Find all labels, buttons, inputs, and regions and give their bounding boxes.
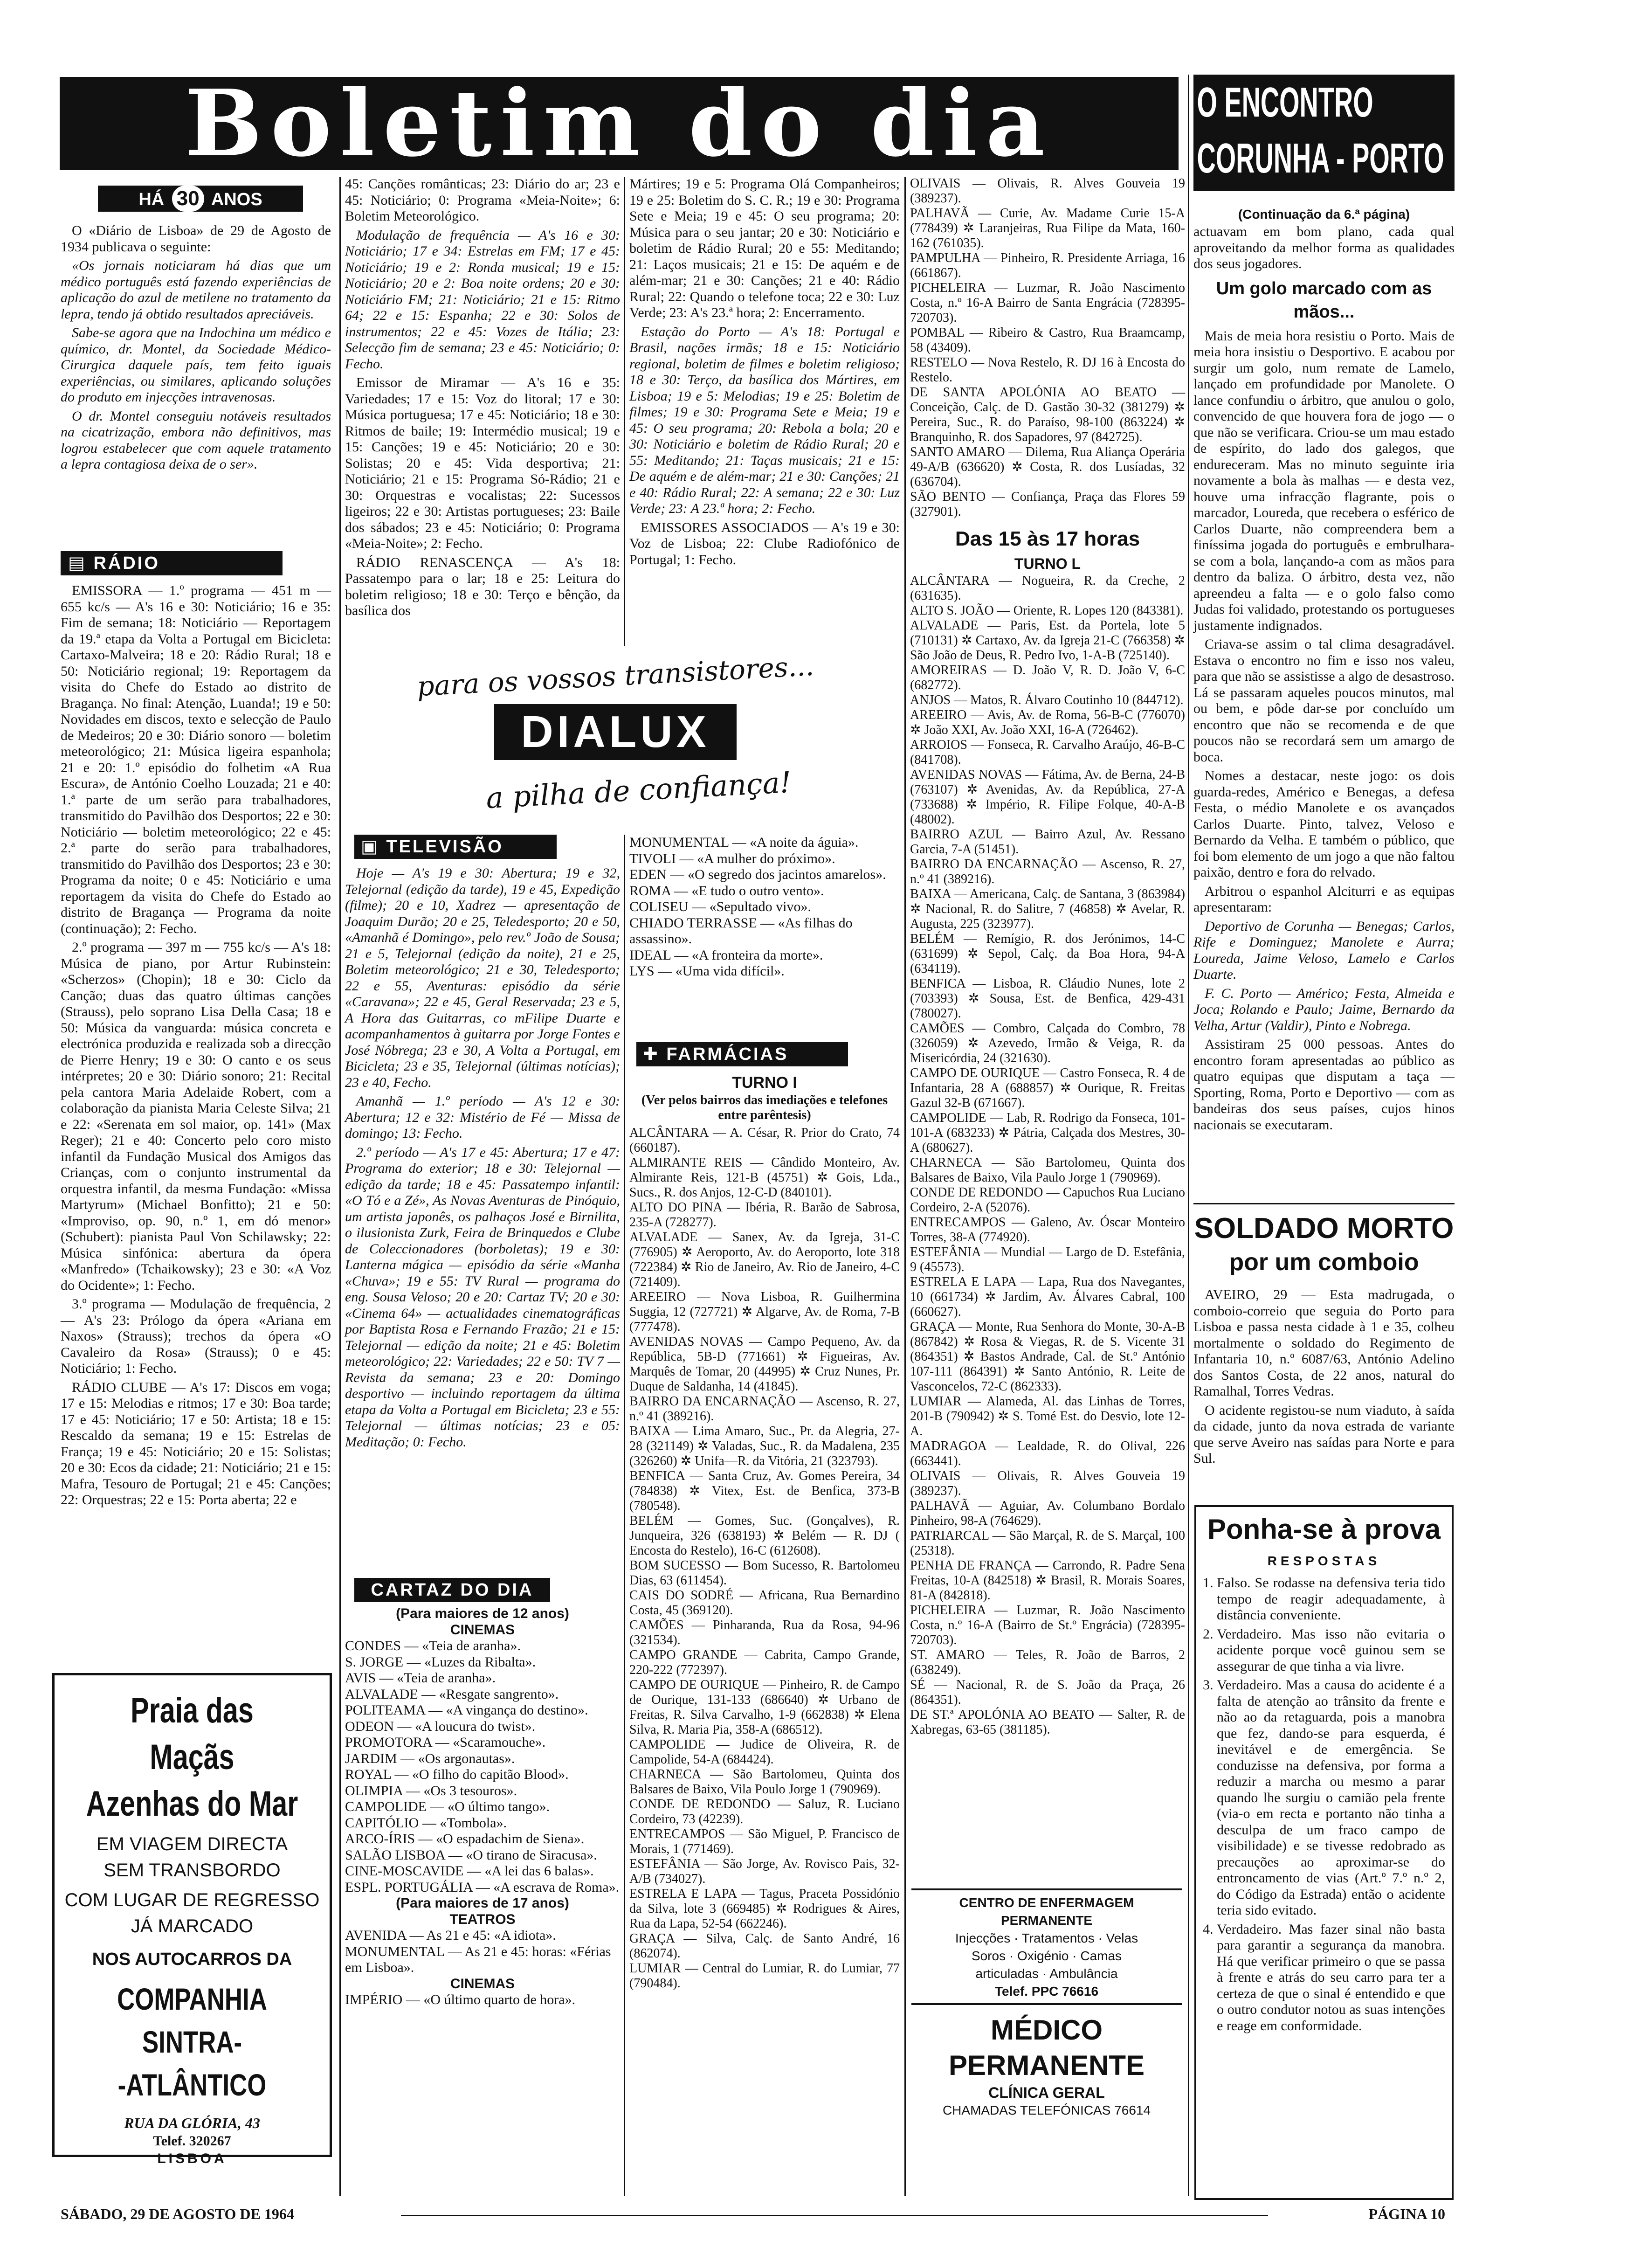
pharmacy-entry: BELÉM — Gomes, Suc. (Gonçalves), R. Junqueira, 326 (638193) ✲ Belém — R. DJ ( Encosta do Restelo), 16-C (612608). (629, 1514, 900, 1558)
cartaz-line: ODEON — «A loucura do twist». (345, 1718, 536, 1734)
cartaz-line: JARDIM — «Os argonautas». (345, 1750, 515, 1766)
cartaz-line: IMPÉRIO — «O último quarto de hora». (345, 1992, 576, 2007)
quiz-box (1194, 1505, 1454, 2200)
cinema-line: LYS — «Uma vida difícil». (629, 963, 785, 979)
column-rule-1 (339, 177, 341, 2196)
radio-emissora-2: 2.º programa — 397 m — 755 kc/s — A's 18: Música de piano, por Artur Rubinstein: «Scherzos» (Chopin); 18 e 30: Ciclo da Canção; duas das quatro últimas canções (Strauss), pelo soprano Lisa Della Casa; 18 e 50: Música da vanguarda: música concreta e electrónica produzida e realizada sob a direcção de Pierre Henry; 19 e 30: O canto e os seus intérpretes; 20 e 30: Diário sonoro; 21: Recital pela cantora Maria Adelaide Robert, com a colaboração da pianista Maria Celeste Silva; 21 e 22: «Serenata em sol maior, op. 141» (Max Reger); 21 e 40: Concerto pelo coro misto infantil da Fundação Musical dos Amigos das Crianças, com o conjunto instrumental da orquestra infantil, da mesma Fundação: «Missa Martyrum» (Michael Bonfitto); 21 e 50: «Improviso, op. 90, n.º 1, em dó menor» (Schubert): pianista Paul Von Schilawsky; 22: Música sinfónica: abertura da ópera «Manfredo» (Tchaikowsky); 23 e 30: «A Voz do Ocidente»; 1: Fecho. (61, 940, 331, 1293)
thirty-badge: 30 (172, 186, 204, 212)
praia-line-6: JÁ MARCADO (131, 1916, 254, 1936)
medico-phone: CHAMADAS TELEFÓNICAS 76614 (942, 2103, 1151, 2117)
enfermagem-line-4: Soros · Oxigénio · Camas (971, 1949, 1122, 1963)
futebol-article (1193, 205, 1455, 1194)
pharmacy-entry: GRAÇA — Monte, Rua Senhora do Monte, 30-A-B (867842) ✲ Rosa & Viegas, R. de S. Vicente 31 (864351) ✲ Bastos Andrade, Cal. de St.º António 107-111 (864391) ✲ Santo António, R. Leite de Vasconcelos, 72-C (862333). (910, 1320, 1185, 1394)
pharmacy-entry: AVENIDAS NOVAS — Fátima, Av. de Berna, 24-B (763107) ✲ Avenidas, Av. da República, 27-A (733688) ✲ Império, R. Filipe Folque, 40-A-B (48002). (910, 768, 1185, 827)
tv-heading-text: TELEVISÃO (386, 837, 503, 857)
cinema-line: MONUMENTAL — «A noite da águia». (629, 835, 859, 850)
cinemas-column-3 (629, 835, 900, 1030)
pharmacy-entry: CAMÕES — Combro, Calçada do Combro, 78 (326059) ✲ Azevedo, Irmão & Veiga, R. da Misericórdia, 24 (321630). (910, 1021, 1185, 1065)
pharmacy-hours: Das 15 às 17 horas (955, 527, 1140, 550)
pharmacy-entry: CHARNECA — São Bartolomeu, Quinta dos Balsares de Baixo, Vila Paulo Jorge 1 (790969). (910, 1155, 1185, 1185)
cartaz-line: ROYAL — «O filho do capitão Blood». (345, 1767, 569, 1782)
footer-date: SÁBADO, 29 DE AGOSTO DE 1964 (61, 2206, 294, 2222)
pharmacy-entry: ALCÂNTARA — A. César, R. Prior do Crato, 74 (660187). (629, 1126, 900, 1155)
ha30-quote-2: Sabe-se agora que na Indochina um médico e químico, dr. Montel, da Sociedade Médico-Cirurgica daquele país, tem feito iguais experiências, ou similares, aplicando soluções do produto em injecções intravenosas. (61, 325, 331, 405)
soldado-rule-top (1193, 1203, 1455, 1204)
pharmacy-entry: PICHELEIRA — Luzmar, R. João Nascimento Costa, n.º 16-A (Bairro de St.º Engrácia) (728395-720703). (910, 1603, 1185, 1647)
pharmacy-entry: PAMPULHA — Pinheiro, R. Presidente Arriaga, 16 (661867). (910, 251, 1185, 280)
pharmacy-entry: OLIVAIS — Olivais, R. Alves Gouveia 19 (389237). (910, 1469, 1185, 1498)
cartaz-heading-text: CARTAZ DO DIA (371, 1580, 534, 1600)
quiz-title: Ponha-se à prova (1207, 1514, 1441, 1545)
column-rule-2 (624, 177, 625, 646)
futebol-p5: Arbitrou o espanhol Alciturri e as equipas apresentaram: (1193, 883, 1455, 915)
pharmacy-entry: ALMIRANTE REIS — Cândido Monteiro, Av. Almirante Reis, 121-B (45751) ✲ Gois, Lda., Sucs., R. dos Anjos, 12-C-D (840101). (629, 1155, 900, 1200)
cartaz-line: ALVALADE — «Resgate sangrento». (345, 1686, 559, 1702)
cinema-line: IDEAL — «A fronteira da morte». (629, 947, 823, 963)
pharmacy-entry: POMBAL — Ribeiro & Castro, Rua Braamcamp, 58 (43409). (910, 325, 1185, 355)
dialux-script-top: para os vossos transistores... (416, 650, 815, 703)
pharmacy-entry: BAIXA — Lima Amaro, Suc., Pr. da Alegria, 27-28 (321149) ✲ Valadas, Suc., R. da Madalena, 235 (326260) ✲ Unifa—R. da Vitória, 21 (323793). (629, 1424, 900, 1468)
radio-icon: ▤ (68, 553, 94, 573)
ha-label: HÁ (138, 190, 165, 209)
tv-amanha: Amanhã — 1.º período — A's 12 e 30: Abertura; 12 e 32: Mistério de Fé — Missa de domingo; 13: Fecho. (345, 1093, 620, 1141)
futebol-p7: F. C. Porto — Américo; Festa, Almeida e Joca; Rolando e Paulo; Jaime, Bernardo da Velha, Artur (Valdir), Pinto e Nobrega. (1193, 985, 1455, 1033)
pharmacy-entry: GRAÇA — Silva, Calç. de Santo André, 16 (862074). (629, 1931, 900, 1961)
pharmacy-entry: CAMPO GRANDE — Cabrita, Campo Grande, 220-222 (772397). (629, 1648, 900, 1677)
ha-30-anos-article (61, 223, 331, 540)
pharmacy-entry: RESTELO — Nova Restelo, R. DJ 16 à Encosta do Restelo. (910, 355, 1185, 385)
cartaz-line: ARCO-ÍRIS — «O espadachim de Siena». (345, 1831, 585, 1846)
praia-line-4: SEM TRANSBORDO (103, 1860, 281, 1881)
ha-30-anos-tag (98, 186, 303, 212)
praia-line-1: Praia das Maçãs (131, 1691, 254, 1777)
pharmacy-entry: AMOREIRAS — D. João V, R. D. João V, 6-C (682772). (910, 663, 1185, 692)
cartaz-line: CINE-MOSCAVIDE — «A lei das 6 balas». (345, 1863, 594, 1879)
masthead (60, 70, 1179, 177)
soldado-p1: AVEIRO, 29 — Esta madrugada, o comboio-correio que seguia do Porto para Lisboa e passa nesta cidade à 1 e 35, colheu mortalmente o soldado do Regimento de Infantaria 10, n.º 6087/63, António Adelino dos Santos Costa, de 22 anos, natural do Ramalhal, Torres Vedras. (1193, 1287, 1455, 1399)
cartaz-cinemas-1: CINEMAS (450, 1622, 515, 1638)
cartaz-line: OLIMPIA — «Os 3 tesouros». (345, 1783, 517, 1798)
quiz-sub: RESPOSTAS (1267, 1554, 1381, 1568)
tv-hoje: Hoje — A's 19 e 30: Abertura; 19 e 32, Telejornal (edição da tarde), 19 e 45, Expedição (filme); 20 e 10, Xadrez — apresentação de Joaquim Durão; 20 e 25, Teledesporto; 20 e 50, «Amanhã é Domingo», pelo rev.º João de Sousa; 21 e 5, Telejornal (edição da noite), 21 e 25, Boletim meteorológico; 21 e 30, Teledesporto; 22 e 55, Aventuras: episódio da série «Caravana»; 22 e 45, Geral Reservada; 23 e 5, A Hora das Guitarras, co mFilipe Duarte e acompanhamentos à guitarra por Jorge Fontes e José Nóbrega; 23 e 30, A Volta a Portugal, em Bicicleta; 23 e 35, Telejornal (últimas notícias); 23 e 40, Fecho. (345, 865, 620, 1090)
pharmacy-entry: SÉ — Nacional, R. de S. João da Praça, 26 (864351). (910, 1678, 1185, 1707)
radio-heading-text: RÁDIO (93, 553, 160, 573)
futebol-p4: Nomes a destacar, neste jogo: os dois guarda-redes, Américo e Benegas, a defesa Festa, o médio Manolete e os avançados Carlos Duarte. Pinto, talvez, Veloso e Bernardo da Velha. E também o público, que foi bom elemento de um jogo a que não faltou paixão, dentro e fora do relvado. (1193, 768, 1455, 880)
pharmacy-entry: SANTO AMARO — Dilema, Rua Aliança Operária 49-A/B (636620) ✲ Costa, R. dos Lusíadas, 32 (636704). (910, 445, 1185, 489)
cinema-line: TIVOLI — «A mulher do próximo». (629, 850, 835, 866)
cartaz-line: POLITEAMA — «A vingança do destino». (345, 1702, 588, 1718)
futebol-headline (1193, 75, 1455, 191)
ha30-quote-3: O dr. Montel conseguiu notáveis resultados na cicatrização, embora não definitivos, mas logrou estabelecer que com aquele tratamento a lepra contagiosa deixa de o ser». (61, 408, 331, 472)
pharmacy-entry: CAMPOLIDE — Judice de Oliveira, R. de Campolide, 54-A (684424). (629, 1737, 900, 1767)
dialux-ad (345, 650, 900, 825)
farmacias-column-4 (910, 176, 1185, 1883)
farmacias-heading-text: FARMÁCIAS (666, 1044, 789, 1064)
radio-heading (61, 551, 283, 575)
quiz-answer: 2. Verdadeiro. Mas isso não evitaria o acidente porque você guinou sem se assegurar de que tinha a via livre. (1217, 1626, 1445, 1675)
column-rule-5 (1188, 75, 1189, 2196)
column-rule-4 (904, 177, 906, 2196)
cartaz-line: CAMPOLIDE — «O último tango». (345, 1799, 550, 1814)
dialux-script-bottom: a pilha de confiança! (485, 765, 793, 816)
pharmacy-entry: CAMÕES — Pinharanda, Rua da Rosa, 94-96 (321534). (629, 1618, 900, 1647)
pharmacy-entry: DE SANTA APOLÓNIA AO BEATO — Conceição, Calç. de D. Gastão 30-32 (381279) ✲ Pereira, Suc., R. do Paraíso, 98-100 (863224) ✲ Branquinho, R. dos Sapadores, 97 (842725). (910, 385, 1185, 444)
cartaz-line: CAPITÓLIO — «Tombola». (345, 1815, 507, 1831)
pharmacy-entry: ALTO DO PINA — Ibéria, R. Barão de Sabrosa, 235-A (728277). (629, 1200, 900, 1230)
pharmacy-entry: PATRIARCAL — São Marçal, R. de S. Marçal, 100 (25318). (910, 1528, 1185, 1558)
enfermagem-line-3: Injecções · Tratamentos · Velas (955, 1931, 1138, 1945)
pharmacy-entry: PICHELEIRA — Luzmar, R. João Nascimento Costa, n.º 16-A Bairro de Santa Engrácia (728395-720703). (910, 281, 1185, 325)
pharmacy-entry: BAIRRO AZUL — Bairro Azul, Av. Ressano Garcia, 7-A (51451). (910, 827, 1185, 857)
pharmacy-entry: PALHAVÃ — Curie, Av. Madame Curie 15-A (778439) ✲ Laranjeiras, Rua Filipe da Mata, 160-162 (761035). (910, 206, 1185, 250)
tv-column (345, 865, 620, 1574)
dialux-logo: DIALUX (494, 704, 737, 760)
praia-line-9: -ATLÂNTICO (117, 2067, 267, 2102)
pharmacy-entry: PALHAVÃ — Aguiar, Av. Columbano Bordalo Pinheiro, 98-A (764629). (910, 1499, 1185, 1528)
soldado-title-1: SOLDADO MORTO (1194, 1212, 1454, 1245)
ha30-intro: O «Diário de Lisboa» de 29 de Agosto de 1934 publicava o seguinte: (61, 223, 331, 255)
radio-emissores-associados: EMISSORES ASSOCIADOS — A's 19 e 30: Voz de Lisboa; 22: Clube Radiofónico de Portugal; 1: Fecho. (629, 519, 900, 567)
pharmacy-entry: BOM SUCESSO — Bom Sucesso, R. Bartolomeu Dias, 63 (611454). (629, 1558, 900, 1588)
pharmacy-entry: SÃO BENTO — Confiança, Praça das Flores 59 (327901). (910, 490, 1185, 519)
enfermagem-line-5: articuladas · Ambulância (975, 1966, 1118, 1981)
pharmacy-entry: DE ST.ª APOLÓNIA AO BEATO — Salter, R. de Xabregas, 63-65 (381185). (910, 1708, 1185, 1737)
column-rule-3 (624, 835, 625, 2196)
futebol-p1: actuavam em bom plano, cada qual aproveitando da melhor forma as qualidades dos seus jogadores. (1193, 224, 1455, 271)
pharmacy-entry: AREEIRO — Avis, Av. de Roma, 56-B-C (776070) ✲ João XXI, Av. João XXI, 16-A (726462). (910, 708, 1185, 737)
cartaz-line: S. JORGE — «Luzes da Ribalta». (345, 1654, 536, 1670)
pharmacy-entry: ALVALADE — Paris, Est. da Portela, lote 5 (710131) ✲ Cartaxo, Av. da Igreja 21-C (766358) ✲ São João de Deus, R. Pedro Ivo, 1-A-B (725140). (910, 618, 1185, 663)
radio-porto: Estação do Porto — A's 18: Portugal e Brasil, nações irmãs; 18 e 15: Noticiário regional, boletim de filmes e boletim religioso; 18 e 30: Terço, da basílica dos Mártires, em Lisboa; 19 e 5: Melodias; 19 e 25: Boletim de filmes; 19 e 30: Programa Sete e Meia; 19 e 45: O seu programa; 20: Rebola a bola; 20 e 30: Noticiário e boletim de Rádio Rural; 20 e 55: Meditando; 21: Taças musicais; 21 e 15: De aquém e de além-mar; 21 e 30: Canções; 21 e 40: Rádio Rural; 22: A semana; 22 e 30: Luz Verde; 23: A 23.ª hora; 2: Fecho. (629, 324, 900, 516)
farmacias-heading (636, 1042, 848, 1066)
farmacias-column-3 (629, 1072, 900, 2201)
cartaz-line: SALÃO LISBOA — «O tirano de Siracusa». (345, 1847, 597, 1863)
soldado-title-2: por um comboio (1229, 1249, 1419, 1276)
cartaz-column (345, 1606, 620, 2203)
praia-line-2: Azenhas do Mar (86, 1784, 298, 1824)
enfermagem-line-6: Telef. PPC 76616 (994, 1984, 1099, 1998)
ha30-quote-1: «Os jornais noticiaram há dias que um médico português está fazendo experiências de aplicação do azul de metilene no tratamento da lepra, tendo já obtido resultados apreciáveis. (61, 258, 331, 322)
futebol-subhead: Um golo marcado com as mãos... (1216, 278, 1432, 322)
pharmacy-entry: AVENIDAS NOVAS — Campo Pequeno, Av. da República, 5B-D (771661) ✲ Figueiras, Av. Marquês de Tomar, 20 (44995) ✲ Cruz Nunes, Pr. Duque de Saldanha, 14 (41845). (629, 1335, 900, 1394)
pharmacy-entry: OLIVAIS — Olivais, R. Alves Gouveia 19 (389237). (910, 176, 1185, 206)
tv-icon: ▣ (361, 837, 386, 857)
pharmacy-entry: MADRAGOA — Lealdade, R. do Olival, 226 (663441). (910, 1439, 1185, 1468)
futebol-title-1: O ENCONTRO (1197, 79, 1373, 126)
futebol-continuation: (Continuação da 6.ª página) (1238, 207, 1410, 221)
pharmacy-entry: ST. AMARO — Teles, R. João de Barros, 2 (638249). (910, 1648, 1185, 1677)
pharmacy-entry: BAIRRO DA ENCARNAÇÃO — Ascenso, R. 27, n.º 41 (389216). (910, 857, 1185, 886)
praia-line-8: COMPANHIA SINTRA- (117, 1982, 267, 2059)
pharmacy-entry: PENHA DE FRANÇA — Carrondo, R. Padre Sena Freitas, 10-A (842518) ✲ Brasil, R. Morais Soares, 81-A (842818). (910, 1558, 1185, 1603)
pharmacy-entry: BELÉM — Remígio, R. dos Jerónimos, 14-C (631699) ✲ Sepol, Calç. da Boa Hora, 94-A (634119). (910, 932, 1185, 976)
praia-line-11: Telef. 320267 (153, 2133, 231, 2149)
praia-line-10: RUA DA GLÓRIA, 43 (124, 2115, 260, 2131)
futebol-title-2: CORUNHA - PORTO (1197, 135, 1444, 182)
praia-ad (52, 1673, 332, 2166)
pharmacy-entry: AREEIRO — Nova Lisboa, R. Guilhermina Suggia, 12 (727721) ✲ Algarve, Av. de Roma, 7-B (777478). (629, 1290, 900, 1334)
quiz-answer: 1. Falso. Se rodasse na defensiva teria tido tempo de reagir adequadamente, à distância conveniente. (1217, 1575, 1445, 1624)
pharmacy-entry: ESTRELA E LAPA — Tagus, Praceta Possidónio da Silva, lote 3 (669485) ✲ Rodrigues & Aires, Rua da Lapa, 52-54 (662246). (629, 1887, 900, 1931)
futebol-p6: Deportivo de Corunha — Benegas; Carlos, Rife e Dominguez; Manolete e Aurra; Loureda, Jaime Veloso, Lamelo e Carlos Duarte. (1193, 918, 1455, 982)
cartaz-sub-17: (Para maiores de 17 anos) (396, 1895, 569, 1911)
cartaz-line: CONDES — «Teia de aranha». (345, 1638, 521, 1653)
pharmacy-entry: CONDE DE REDONDO — Capuchos Rua Luciano Cordeiro, 2-A (52076). (910, 1185, 1185, 1215)
soldado-p2: O acidente registou-se num viaduto, à saída da cidade, junto da nova estrada de variante que serve Aveiro nas saídas para Norte e para Sul. (1193, 1402, 1455, 1466)
footer-rule (401, 2215, 1268, 2216)
soldado-headline (1193, 1210, 1455, 1280)
pharmacy-entry: ESTRELA E LAPA — Lapa, Rua dos Navegantes, 10 (661734) ✲ Jardim, Av. Álvares Cabral, 100 (660627). (910, 1275, 1185, 1319)
anos-label: ANOS (211, 190, 262, 209)
radio-renascenca: RÁDIO RENASCENÇA — A's 18: Passatempo para o lar; 18 e 25: Leitura do boletim religioso; 18 e 30: Terço e bênção, da basílica dos (345, 554, 620, 618)
futebol-p8: Assistiram 25 000 pessoas. Antes do encontro foram apresentadas ao público as quatro equipas que disputam a taça — Sporting, Roma, Porto e Deportivo — com as bandeiras dos seus países, cujos hinos nacionais se executaram. (1193, 1037, 1455, 1133)
cartaz-sub-12: (Para maiores de 12 anos) (396, 1606, 569, 1621)
cartaz-heading (354, 1578, 550, 1602)
pharmacy-entry: ESTEFÂNIA — Mundial — Largo de D. Estefânia, 9 (45573). (910, 1245, 1185, 1274)
radio-column-3 (629, 176, 900, 647)
pharmacy-entry: CAMPO DE OURIQUE — Castro Fonseca, R. 4 de Infantaria, 28 A (688857) ✲ Ourique, R. Freitas Gazul 32-B (671667). (910, 1066, 1185, 1110)
pharmacy-entry: ALTO S. JOÃO — Oriente, R. Lopes 120 (843381). (910, 603, 1184, 618)
praia-line-5: COM LUGAR DE REGRESSO (64, 1890, 320, 1910)
enfermagem-line-2: PERMANENTE (1000, 1913, 1092, 1928)
pharmacy-entry: ARROIOS — Fonseca, R. Carvalho Araújo, 46-B-C (841708). (910, 738, 1185, 767)
pharmacy-entry: CAMPOLIDE — Lab, R. Rodrigo da Fonseca, 101-101-A (683233) ✲ Pátria, Calçada dos Mestres, 30-A (680627). (910, 1111, 1185, 1155)
quiz-answers (1196, 1575, 1445, 2034)
cartaz-line: AVENIDA — As 21 e 45: «A idiota». (345, 1928, 556, 1943)
footer-page: PÁGINA 10 (1368, 2206, 1445, 2222)
praia-line-3: EM VIAGEM DIRECTA (96, 1834, 288, 1854)
pharmacy-entry: BENFICA — Santa Cruz, Av. Gomes Pereira, 34 (784838) ✲ Vitex, Est. de Benfica, 373-B (780548). (629, 1469, 900, 1513)
radio-emissora-1: EMISSORA — 1.º programa — 451 m — 655 kc/s — A's 16 e 30: Noticiário; 16 e 35: Fim de semana; 18: Noticiário — Reportagem da 19.ª etapa da Volta a Portugal em Bicicleta: Cartaxo-Malveira; 18 e 20: Rádio Rural; 18 e 50: Noticiário regional; 19: Reportagem da visita do Chefe do Estado ao distrito de Bragança. No final: Atenção, Luanda!; 19 e 50: Novidades em discos, texto e selecção de Paulo de Medeiros; 20 e 30: Diário sonoro — boletim meteorológico; 21: Música ligeira espanhola; 21 e 20: 1.º episódio do folhetim «A Rua Escura», de António Coelho Louzada; 21 e 40: 1.ª parte de um serão para trabalhadores, transmitido do Pavilhão dos Desportos; 22 e 30: Noticiário — boletim meteorológico; 22 e 45: 2.ª parte do serão para trabalhadores, transmitido do Pavilhão dos Desportos; 23 e 30: Programa da noite; 0 e 45: Noticiário e uma reportagem da visita do Chefe do Estado ao distrito de Bragança — Programa da noite (continuação); 2: Fecho. (61, 583, 331, 936)
farmacias-note: (Ver pelos bairros das imediações e telefones entre parêntesis) (641, 1093, 888, 1122)
pharmacy-entry: BAIRRO DA ENCARNAÇÃO — Ascenso, R. 27, n.º 41 (389216). (629, 1394, 900, 1424)
pharmacy-entry: ALCÂNTARA — Nogueira, R. da Creche, 2 (631635). (910, 574, 1185, 603)
cinema-line: CHIADO TERRASSE — «As filhas do assassino». (629, 915, 853, 947)
turno-i-label: TURNO I (732, 1074, 797, 1092)
pharmacy-entry: LUMIAR — Central do Lumiar, R. do Lumiar, 77 (790484). (629, 1961, 900, 1991)
cartaz-line: MONUMENTAL — As 21 e 45: horas: «Férias em Lisboa». (345, 1943, 611, 1975)
pharmacy-entry: ANJOS — Matos, R. Álvaro Coutinho 10 (844712). (910, 693, 1184, 707)
pharmacy-entry: ALVALADE — Sanex, Av. da Igreja, 31-C (776905) ✲ Aeroporto, Av. do Aeroporto, lote 318 (722384) ✲ Rio de Janeiro, Av. Rio de Janeiro, 4-C (721409). (629, 1230, 900, 1289)
quiz-answer: 3. Verdadeiro. Mas a causa do acidente é a falta de atenção ao trânsito da frente e não ao da retaguarda, pois a manobra que fez, dando-se para esquerda, é inevitável e de emergência. Se conduzisse na defensiva, por forma a reduzir a marcha ou mesmo a parar quando lhe surgiu o camião pela frente (via-o em recta e portanto não tinha a desculpa de um fraco campo de visibilidade) e se tivesse redobrado as precauções ao aproximar-se do entroncamento de vias (Art.º 7.º n.º 2, do Código da Estrada) então o acidente teria sido evitado. (1217, 1677, 1445, 1919)
cartaz-line: AVIS — «Teia de aranha». (345, 1670, 496, 1686)
pharmacy-entry: CONDE DE REDONDO — Saluz, R. Luciano Cordeiro, 73 (42239). (629, 1797, 900, 1826)
radio-emissora-3: 3.º programa — Modulação de frequência, 2 — A's 23: Prólogo da ópera «Ariana em Naxos» (Strauss); trechos da ópera «O Cavaleiro da Rosa» (Strauss); 0 e 45: Noticiário; 1: Fecho. (61, 1296, 331, 1376)
pharmacy-entry: BAIXA — Americana, Calç. de Santana, 3 (863984) ✲ Nacional, R. do Salitre, 7 (46858) ✲ Avelar, R. Augusta, 225 (323977). (910, 887, 1185, 931)
praia-line-7: NOS AUTOCARROS DA (92, 1950, 292, 1969)
cartaz-teatros: TEATROS (449, 1911, 516, 1927)
pharmacy-entry: LUMIAR — Alameda, Al. das Linhas de Torres, 201-B (790942) ✲ S. Tomé Est. do Desvio, lote 12-A. (910, 1394, 1185, 1438)
cinema-line: ROMA — «E tudo o outro vento». (629, 883, 824, 899)
medico-box (911, 2012, 1182, 2117)
cartaz-cinemas-2: CINEMAS (450, 1976, 515, 1991)
pharmacy-entry: ENTRECAMPOS — São Miguel, P. Francisco de Morais, 1 (771469). (629, 1827, 900, 1856)
pharmacy-entry: CHARNECA — São Bartolomeu, Quinta dos Balsares de Baixo, Vila Poulo Jorge 1 (790969). (629, 1767, 900, 1797)
soldado-article (1193, 1287, 1455, 1492)
futebol-p2: Mais de meia hora resistiu o Porto. Mais de meia hora insistiu o Desportivo. E acabou por surgir um golo, num remate de Lamelo, lançado em profundidade por Manolete. O lance confundiu o árbitro, que anulou o golo, convencido de que houvera fora de jogo — o que não se verificara. Criou-se um mau estado de espírito, do lado dos galegos, que endureceram. Mas no minuto seguinte iria novamente a bola às malhas — e desta vez, houve uma infracção flagrante, pois o marcador, Loureda, que recebera o esférico de Carlos Duarte, não compreendera bem a finíssima jogada do português e embrulhara-se com a bola, lançando-a com as mãos para dentro da baliza. O árbitro, desta vez, não apreendeu a falta — e o golo falso como Judas foi validado, protestando os portugueses justamente indignados. (1193, 328, 1455, 633)
tv-segundo-periodo: 2.º período — A's 17 e 45: Abertura; 17 e 47: Programa do exterior; 18 e 30: Telejornal — edição da tarde; 18 e 45: Passatempo infantil: «O Tó e a Zé», As Novas Aventuras de Pinóquio, um artista japonês, os palhaços José e Birnilita, o ilusionista Zurk, Feira de Brinquedos e Clube de Coleccionadores (borboletas); 19 e 30: Lanterna mágica — episódio da série «Manha «Chuva»; 19 e 55: TV Rural — programa do eng. Sousa Veloso; 20 e 20: Cartaz TV; 20 e 30: «Cinema 64» — actualidades cinematográficas por Baptista Rosa e Fernando Frazão; 21 e 15: Telejornal — edição da noite; 21 e 45: Boletim meteorológico; 22: Variedades; 22 e 50: TV 7 — Revista da semana; 23 e 20: Domingo desportivo — incluindo reportagem da última etapa da Volta a Portugal em Bicicleta; 23 e 55: Telejornal — últimas notícias; 23 e 05: Meditação; 0: Fecho. (345, 1144, 620, 1450)
enfermagem-line-1: CENTRO DE ENFERMAGEM (959, 1895, 1134, 1910)
enfermagem-box (911, 1888, 1182, 2005)
medico-sub: CLÍNICA GERAL (988, 2084, 1105, 2101)
pharmacy-icon: ✚ (643, 1044, 667, 1064)
radio-clube-cont: 45: Canções românticas; 23: Diário do ar; 23 e 45: Noticiário; 0: Programa «Meia-Noite»; 6: Boletim Meteorológico. (345, 176, 620, 224)
pharmacy-entry: BENFICA — Lisboa, R. Cláudio Nunes, lote 2 (703393) ✲ Sousa, Est. de Benfica, 429-431 (780027). (910, 976, 1185, 1021)
cinema-line: EDEN — «O segredo dos jacintos amarelos». (629, 867, 886, 882)
cartaz-line: ESPL. PORTUGÁLIA — «A escrava de Roma». (345, 1879, 620, 1895)
tv-heading (354, 835, 557, 859)
cinema-line: COLISEU — «Sepultado vivo». (629, 899, 811, 914)
radio-fm: Modulação de frequência — A's 16 e 30: Noticiário; 17 e 34: Estrelas em FM; 17 e 45: Noticiário; 19 e 2: Ronda musical; 19 e 15: Noticiário; 20 e 2: Boa noite ordens; 20 e 30: Noticiário FM; 21: Noticiário; 21 e 15: Ritmo 64; 22 e 15: Espanha; 22 e 30: Solos de instrumentos; 22 e 45: Vozes de Itália; 23: Selecção fim de semana; 23 e 45: Noticiário; 0: Fecho. (345, 227, 620, 372)
radio-column-1 (61, 583, 331, 1641)
masthead-title: Boletim do dia (185, 70, 1054, 177)
turno-l-label: TURNO L (1014, 555, 1081, 572)
medico-title: MÉDICO PERMANENTE (948, 2014, 1145, 2081)
radio-column-2 (345, 176, 620, 647)
pharmacy-entry: CAMPO DE OURIQUE — Pinheiro, R. de Campo de Ourique, 131-133 (686640) ✲ Urbano de Freitas, R. Silva Carvalho, 1-9 (662838) ✲ Elena Silva, R. Maria Pia, 358-A (686512). (629, 1678, 900, 1737)
pharmacy-entry: ESTEFÂNIA — São Jorge, Av. Rovisco Pais, 32-A/B (734027). (629, 1857, 900, 1886)
pharmacy-entry: ENTRECAMPOS — Galeno, Av. Óscar Monteiro Torres, 38-A (774920). (910, 1215, 1185, 1245)
radio-clube: RÁDIO CLUBE — A's 17: Discos em voga; 17 e 15: Melodias e ritmos; 17 e 30: Boa tarde; 17 e 45: Noticiário; 17 e 50: Artista; 18 e 15: Rescaldo da semana; 19 e 15: Estrelas de França; 19 e 45: Noticiário; 20 e 15: Solistas; 20 e 30: Ecos da cidade; 21: Noticiário; 21 e 15: Mafra, Tesouro de Portugal; 21 e 45: Canções; 22: Orquestras; 22 e 15: Porta aberta; 22 e (61, 1379, 331, 1507)
futebol-p3: Criava-se assim o tal clima desagradável. Estava o encontro no fim e isso nos valeu, para que não se assistisse a algo de desastroso. Lá se passaram aqueles poucos minutos, mal ou bem, e pôde dar-se por concluído um encontro que não se recomenda e de que poucos não se recordará sem um amargo de boca. (1193, 636, 1455, 765)
radio-renascenca-cont: Mártires; 19 e 5: Programa Olá Companheiros; 19 e 25: Boletim do S. C. R.; 19 e 30: Programa Sete e Meia; 19 e 45: O seu programa; 20: Música para o seu jantar; 20 e 30: Noticiário e boletim de Rádio Rural; 20 e 55: Meditando; 21: Laços musicais; 21 e 15: De aquém e de além-mar; 21 e 30: Canções; 21 e 40: Rádio Rural; 22: Quando o telefone toca; 22 e 30: Luz Verde; 23: A's 23.ª hora; 2: Encerramento. (629, 176, 900, 320)
radio-miramar: Emissor de Miramar — A's 16 e 35: Variedades; 17 e 15: Voz do litoral; 17 e 30: Música portuguesa; 17 e 45: Noticiário; 18 e 30: Ritmos de baile; 19: Intermédio musical; 19 e 15: Canções; 19 e 45: Noticiário; 20 e 30: Solistas; 20 e 45: Vida desportiva; 21: Noticiário; 21 e 15: Programa Só-Rádio; 21 e 30: Orquestras e vocalistas; 22: Sucessos ligeiros; 22 e 30: Artistas portugueses; 23: Baile dos sábados; 23 e 45: Noticiário; 0: Programa «Meia-Noite»; 2: Fecho. (345, 375, 620, 551)
pharmacy-entry: CAIS DO SODRÉ — Africana, Rua Bernardino Costa, 45 (369120). (629, 1588, 900, 1618)
quiz-answer: 4. Verdadeiro. Mas fazer sinal não basta para garantir a segurança da manobra. Há que verificar primeiro o que se passa à frente e atrás do seu carro para ter a certeza de que o sinal é entendido e que o outro condutor notou as suas intenções e reage em conformidade. (1217, 1922, 1445, 2034)
praia-line-12: LISBOA (157, 2151, 227, 2166)
cartaz-line: PROMOTORA — «Scaramouche». (345, 1735, 546, 1750)
